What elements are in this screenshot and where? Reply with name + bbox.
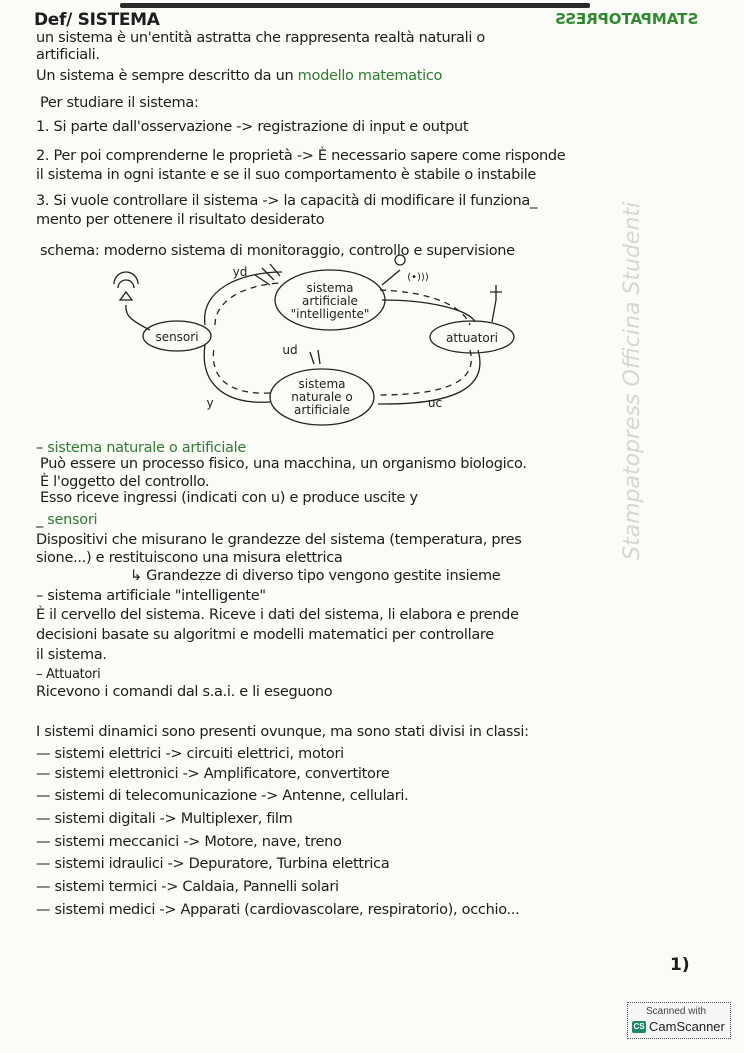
intro-line: 1. Si parte dall'osservazione -> registrazione di input e output [36, 119, 469, 135]
node-label: naturale o [291, 390, 353, 404]
intro-line: artificiali. [36, 47, 100, 63]
scanned-with-label: Scanned with [646, 1006, 707, 1017]
section-line: decisioni basate su algoritmi e modelli matematici per controllare [36, 627, 494, 643]
camscanner-badge [627, 1002, 731, 1039]
node-label: sistema [306, 281, 354, 295]
section-heading: – Attuatori [36, 667, 101, 682]
schema-caption: schema: moderno sistema di monitoraggio, controllo e supervisione [40, 243, 515, 259]
node-label: artificiale [302, 294, 358, 308]
intro-line: 3. Si vuole controllare il sistema -> la capacità di modificare il funziona_ [36, 193, 537, 209]
loop-arc [205, 272, 282, 325]
watermark: Stampatopress Officina Studenti [620, 201, 645, 560]
page-title: Def/ SISTEMA [34, 10, 160, 30]
antenna-icon [126, 305, 150, 330]
node-label: sensori [155, 330, 199, 344]
intro-line: 2. Per poi comprenderne le proprietà -> È necessario sapere come risponde [36, 148, 566, 164]
section-line: sione...) e restituiscono una misura elettrica [36, 550, 343, 566]
classes-intro: I sistemi dinamici sono presenti ovunque, ma sono stati divisi in classi: [36, 724, 529, 740]
class-item: — sistemi di telecomunicazione -> Antenne, cellulari. [36, 788, 409, 804]
heading-text: sistema artificiale "intelligente" [47, 588, 266, 604]
section-line: È l'oggetto del controllo. [40, 474, 210, 490]
node-label: "intelligente" [290, 307, 370, 321]
class-item: — sistemi elettronici -> Amplificatore, convertitore [36, 766, 390, 782]
heading-text: sensori [47, 512, 98, 528]
class-item: — sistemi medici -> Apparati (cardiovascolare, respiratorio), occhio... [36, 902, 520, 918]
signal-y: y [206, 396, 214, 410]
intro-line: mento per ottenere il risultato desiderato [36, 212, 325, 228]
heading-text: Attuatori [46, 667, 101, 682]
node-label: artificiale [294, 403, 350, 417]
section-heading: _ sensori [36, 512, 98, 528]
intro-text: Un sistema è sempre descritto da un [36, 68, 294, 84]
highlight-term: modello matematico [297, 68, 443, 84]
intro-line: un sistema è un'entità astratta che rappresenta realtà naturali o [36, 30, 485, 46]
section-line: il sistema. [36, 647, 107, 663]
section-line: Dispositivi che misurano le grandezze del sistema (temperatura, pres [36, 532, 522, 548]
signal-ud: ud [282, 343, 298, 357]
section-heading: – sistema artificiale "intelligente" [36, 588, 266, 604]
heading-text: sistema naturale o artificiale [47, 440, 246, 456]
class-item: — sistemi elettrici -> circuiti elettrici, motori [36, 746, 344, 762]
camscanner-logo-icon: CS [633, 1022, 645, 1031]
signal-broadcast: (•))) [407, 272, 429, 283]
node-label: attuatori [445, 331, 499, 345]
loop-arc [204, 345, 270, 402]
signal-yd: yd [232, 265, 248, 279]
page-number: 1) [670, 955, 690, 975]
class-item: — sistemi idraulici -> Depuratore, Turbina elettrica [36, 856, 390, 872]
intro-line: il sistema in ogni istante e se il suo comportamento è stabile o instabile [36, 167, 537, 183]
loop-arc [382, 300, 475, 322]
section-line: È il cervello del sistema. Riceve i dati del sistema, li elabora e prende [36, 607, 519, 623]
section-line: Esso riceve ingressi (indicati con u) e produce uscite y [40, 490, 418, 506]
mirrored-header-text: STAMPATOPRESS [555, 10, 699, 28]
class-item: — sistemi meccanici -> Motore, nave, treno [36, 834, 342, 850]
class-item: — sistemi digitali -> Multiplexer, film [36, 811, 293, 827]
section-line: Ricevono i comandi dal s.a.i. e li eseguono [36, 684, 333, 700]
class-item: — sistemi termici -> Caldaia, Pannelli solari [36, 879, 339, 895]
section-line: Può essere un processo fisico, una macchina, un organismo biologico. [40, 456, 527, 472]
section-line: ↳ Grandezze di diverso tipo vengono gestite insieme [130, 568, 501, 584]
section-heading: – sistema naturale o artificiale [36, 440, 246, 456]
signal-uc: uc [427, 396, 443, 410]
node-label: sistema [298, 377, 346, 391]
camscanner-label: CamScanner [649, 1019, 725, 1034]
intro-line: Per studiare il sistema: [40, 95, 199, 111]
